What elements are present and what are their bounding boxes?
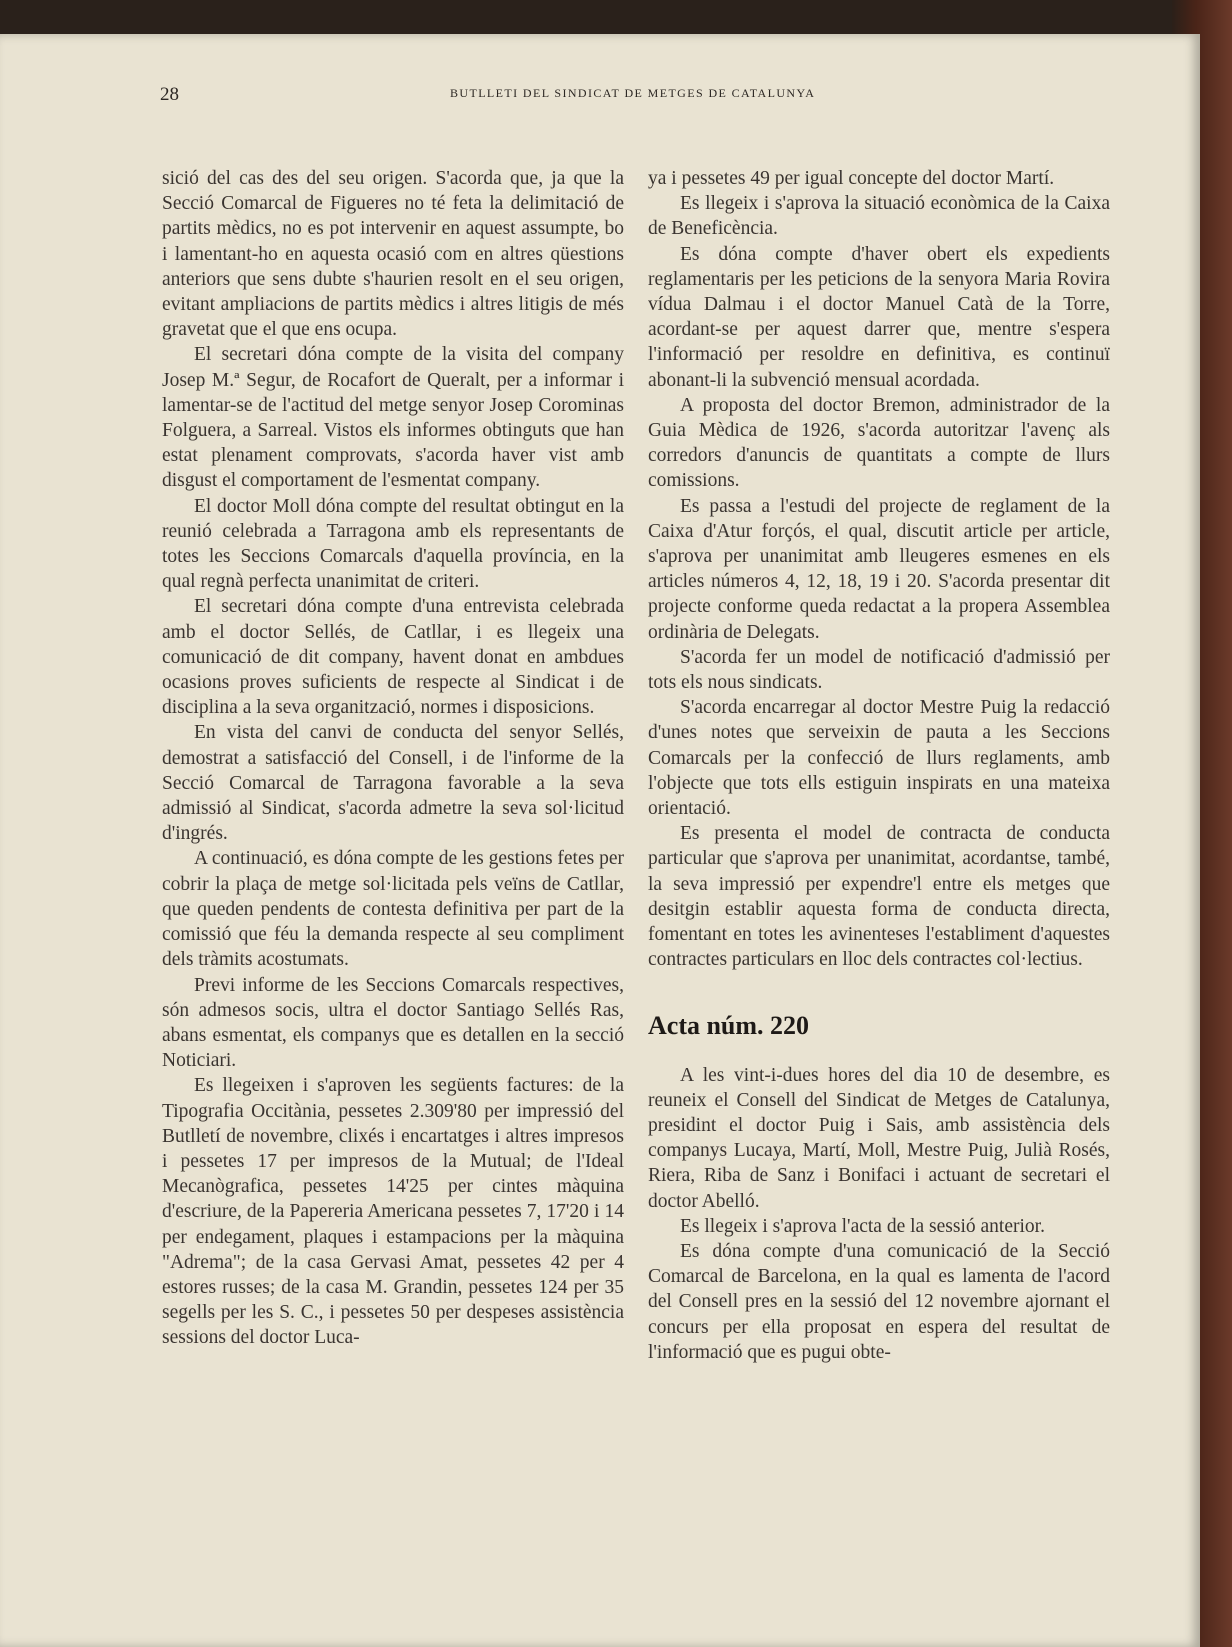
page-header <box>160 84 1160 114</box>
right-column <box>648 166 1110 1365</box>
paragraph: sició del cas des del seu origen. S'acorda que, ja que la Secció Comarcal de Figueres no té feta la delimitació de partits mèdics, no es pot intervenir en aquest assumpte, bo i lamentant-ho en aquesta ocasió com en altres qüestions anteriors que sens dubte s'haurien resolt en el seu origen, evitant ampliacions de partits mèdics i altres litigis de més gravetat que el que ens ocupa. <box>162 168 624 341</box>
left-column <box>162 166 624 1351</box>
paragraph: Es passa a l'estudi del projecte de reglament de la Caixa d'Atur forçós, el qual, discutit article per article, s'aprova per unanimitat amb lleugeres esmenes en els articles números 4, 12, 18, 19 i 20. S'acorda presentar dit projecte conforme queda redactat a la propera Assemblea ordinària de Delegats. <box>648 495 1110 643</box>
running-title: BUTLLETI DEL SINDICAT DE METGES DE CATALUNYA <box>450 86 816 100</box>
paragraph: Es dóna compte d'una comunicació de la Secció Comarcal de Barcelona, en la qual es lamenta de l'acord del Consell pres en la sessió del 12 novembre ajornant el concurs per ella proposat en espera del resultat de l'informació que es pugui obte- <box>648 1240 1110 1363</box>
paragraph: El secretari dóna compte d'una entrevista celebrada amb el doctor Sellés, de Catllar, i es llegeix una comunicació de dit company, havent donat en ambdues ocasions proves suficients de respecte al Sindicat i de disciplina a la seva organització, normes i disposicions. <box>162 596 624 719</box>
paragraph: Es dóna compte d'haver obert els expedients reglamentaris per les peticions de la senyora Maria Rovira vídua Dalmau i el doctor Manuel Catà de la Torre, acordant-se per aquest darrer que, mentre s'espera l'informació per resoldre en definitiva, es continuï abonant-li la subvenció mensual acordada. <box>648 243 1110 391</box>
paragraph: Es llegeixen i s'aproven les següents factures: de la Tipografia Occitània, pessetes 2.309'80 per impressió del Butlletí de novembre, clixés i encartatges i altres impresos i pessetes 17 per impresos de la Mutual; de l'Ideal Mecanògrafica, pessetes 14'25 per cintes màquina d'escriure, de la Papereria Americana pessetes 7, 17'20 i 14 per endegament, plaques i estampacions per la màquina "Adrema"; de la casa Gervasi Amat, pessetes 42 per 4 estores russes; de la casa M. Grandin, pessetes 124 per 35 segells per les S. C., i pessetes 50 per despeses assistència sessions del doctor Luca- <box>162 1075 624 1349</box>
paragraph: ya i pessetes 49 per igual concepte del doctor Martí. <box>648 168 1055 189</box>
paragraph: A continuació, es dóna compte de les gestions fetes per cobrir la plaça de metge sol·licitada pels veïns de Catllar, que queden pendents de contesta definitiva per part de la comissió que féu la demanda respecte al seu compliment dels tràmits acostumats. <box>162 848 624 971</box>
paragraph: El doctor Moll dóna compte del resultat obtingut en la reunió celebrada a Tarragona amb els representants de totes les Seccions Comarcals d'aquella província, en la qual regnà perfecta unanimitat de criteri. <box>162 495 624 593</box>
paragraph: S'acorda fer un model de notificació d'admissió per tots els nous sindicats. <box>648 646 1110 694</box>
section-heading: Acta núm. 220 <box>648 1010 810 1040</box>
paragraph: Es presenta el model de contracta de conducta particular que s'aprova per unanimitat, acordantse, també, la seva impressió per expendre'l entre els metges que desitgin establir aquesta forma de conducta directa, fomentant en totes les avinenteses l'establiment d'aquestes contractes particulars en lloc dels contractes col·lectius. <box>648 823 1110 971</box>
paragraph: Es llegeix i s'aprova la situació econòmica de la Caixa de Beneficència. <box>648 193 1110 240</box>
paragraph: A proposta del doctor Bremon, administrador de la Guia Mèdica de 1926, s'acorda autoritzar l'avenç als corredors d'anuncis de quantitats a compte de llurs comissions. <box>648 394 1110 492</box>
page-number: 28 <box>160 84 179 105</box>
paragraph: En vista del canvi de conducta del senyor Sellés, demostrat a satisfacció del Consell, i de l'informe de la Secció Comarcal de Tarragona favorable a la seva admissió al Sindicat, s'acorda admetre la seva sol·licitud d'ingrés. <box>162 722 624 845</box>
paragraph: A les vint-i-dues hores del dia 10 de desembre, es reuneix el Consell del Sindicat de Metges de Catalunya, presidint el doctor Puig i Sais, amb assistència dels companys Lucaya, Martí, Moll, Mestre Puig, Julià Rosés, Riera, Riba de Sanz i Bonifaci i actuant de secretari el doctor Abelló. <box>648 1064 1110 1212</box>
paragraph: Previ informe de les Seccions Comarcals respectives, són admesos socis, ultra el doctor Santiago Sellés Ras, abans esmentat, els companys que es detallen en la secció Noticiari. <box>162 974 624 1072</box>
scan-border-top <box>0 0 1232 34</box>
paragraph: Es llegeix i s'aprova l'acta de la sessió anterior. <box>680 1215 1045 1237</box>
paragraph: S'acorda encarregar al doctor Mestre Puig la redacció d'unes notes que serveixin de pauta a les Seccions Comarcals per la confecció de llurs reglaments, amb l'objecte que tots ells estiguin inspirats en una mateixa orientació. <box>648 697 1110 820</box>
paragraph: El secretari dóna compte de la visita del company Josep M.ª Segur, de Rocafort de Queralt, per a informar i lamentar-se de l'actitud del metge senyor Josep Corominas Folguera, a Sarreal. Vistos els informes obtinguts que han estat plenament comprovats, s'acorda haver vist amb disgust el comportament de l'esmentat company. <box>162 344 624 492</box>
